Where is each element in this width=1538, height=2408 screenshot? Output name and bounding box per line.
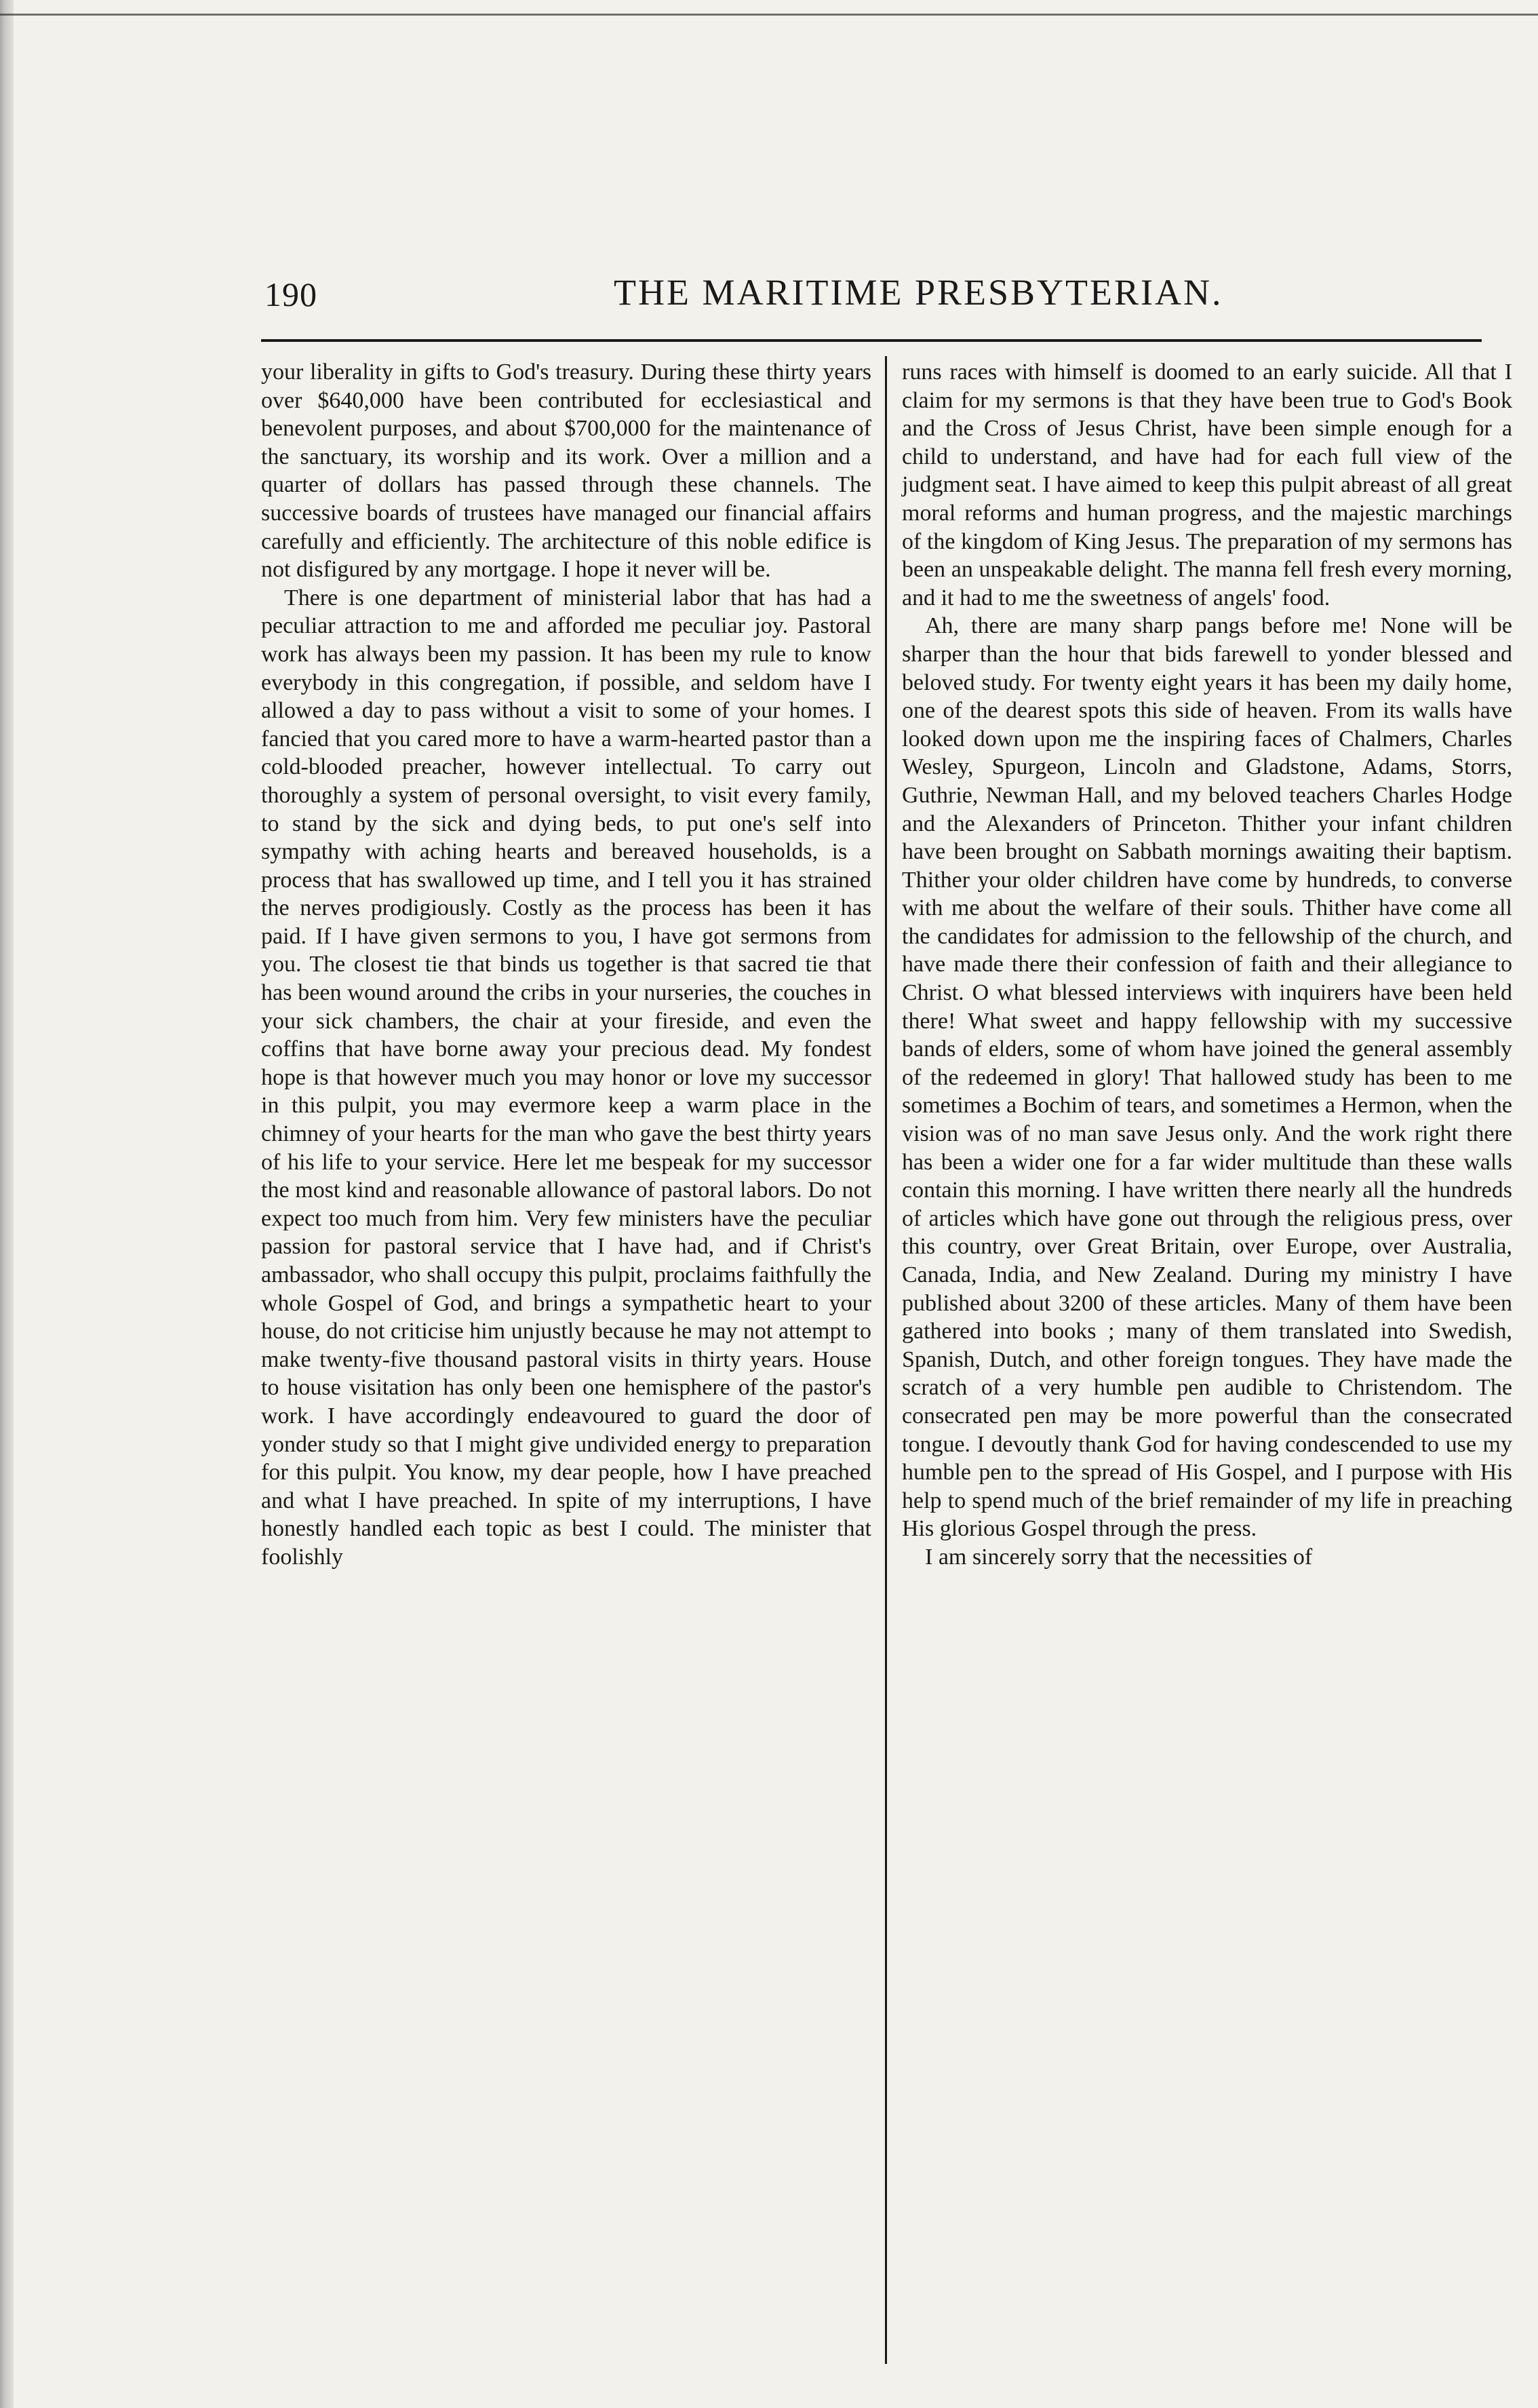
paragraph: Ah, there are many sharp pangs before me! None will be sharper than the hour that bids farewell to yonder blessed and beloved study. For twenty eight years it has been my daily home, one of the dearest spots this side of heaven. From its walls have looked down upon me the inspiring faces of Chalmers, Charles Wesley, Spurgeon, Lincoln and Gladstone, Adams, Storrs, Guthrie, Newman Hall, and my beloved teachers Charles Hodge and the Alexanders of Princeton. Thither your infant children have been brought on Sabbath mornings awaiting their baptism. Thither your older children have come by hundreds, to converse with me about the welfare of their souls. Thither have come all the candidates for admission to the fellowship of the church, and have made there their confession of faith and their allegiance to Christ. O what blessed interviews with inquirers have been held there! What sweet and happy fellowship with my successive bands of elders, some of whom have joined the general assembly of the redeemed in glory! That hallowed study has been to me sometimes a Bochim of tears, and sometimes a Hermon, when the vision was of no man save Jesus only. And the work right there has been a wider one for a far wider multitude than these walls contain this morning. I have written there nearly all the hundreds of articles which have gone out through the religious press, over this country, over Great Britain, over Europe, over Australia, Canada, India, and New Zealand. During my ministry I have published about 3200 of these articles. Many of them have been gathered into books ; many of them translated into Swedish, Spanish, Dutch, and other foreign tongues. They have made the scratch of a very humble pen audible to Christendom. The consecrated pen may be more powerful than the consecrated tongue. I devoutly thank God for having condescended to use my humble pen to the spread of His Gospel, and I purpose with His help to spend much of the brief remainder of my life in preaching His glorious Gospel through the press. [902, 613, 1512, 1542]
paragraph: I am sincerely sorry that the necessities of [925, 1544, 1313, 1570]
paragraph: your liberality in gifts to God's treasury. During these thirty years over $640,000 have been contributed for ecclesiastical and benevolent purposes, and about $700,000 for the maintenance of the sanctuary, its worship and its work. Over a million and a quarter of dollars has passed through these channels. The successive boards of trustees have managed our financial affairs carefully and efficiently. The architecture of this noble edifice is not disfigured by any mortgage. I hope it never will be. [261, 360, 871, 583]
paragraph: There is one department of ministerial labor that has had a peculiar attraction to me and afforded me peculiar joy. Pastoral work has always been my passion. It has been my rule to know everybody in this congregation, if possible, and seldom have I allowed a day to pass without a visit to some of your homes. I fancied that you cared more to have a warm-hearted pastor than a cold-blooded preacher, however intellectual. To carry out thoroughly a system of personal oversight, to visit every family, to stand by the sick and dying beds, to put one's self into sympathy with aching hearts and bereaved households, is a process that has swallowed up time, and I tell you it has strained the nerves prodigiously. Costly as the process has been it has paid. If I have given sermons to you, I have got sermons from you. The closest tie that binds us together is that sacred tie that has been wound around the cribs in your nurseries, the couches in your sick chambers, the chair at your fireside, and even the coffins that have borne away your precious dead. My fondest hope is that however much you may honor or love my successor in this pulpit, you may evermore keep a warm place in the chimney of your hearts for the man who gave the best thirty years of his life to your service. Here let me bespeak for my successor the most kind and reasonable allowance of pastoral labors. Do not expect too much from him. Very few ministers have the peculiar passion for pastoral service that I have had, and if Christ's ambassador, who shall occupy this pulpit, proclaims faithfully the whole Gospel of God, and brings a sympathetic heart to your house, do not criticise him unjustly because he may not attempt to make twenty-five thousand pastoral visits in thirty years. House to house visitation has only been one hemisphere of the pastor's work. I have accordingly endeavoured to guard the door of yonder study so that I might give undivided energy to preparation for this pulpit. You know, my dear people, how I have preached and what I have preached. In spite of my interruptions, I have honestly handled each topic as best I could. The minister that foolishly [261, 585, 871, 1570]
scan-edge-shadow [0, 0, 14, 2408]
running-head: THE MARITIME PRESBYTERIAN. [614, 272, 1223, 313]
header-rule [261, 339, 1482, 342]
left-column [261, 358, 871, 1572]
scan-top-border [0, 14, 1538, 16]
column-divider [885, 356, 887, 2364]
right-column [902, 358, 1512, 1572]
page-number: 190 [264, 275, 317, 313]
paragraph: runs races with himself is doomed to an early suicide. All that I claim for my sermons is that they have been true to God's Book and the Cross of Jesus Christ, have been simple enough for a child to understand, and have had for each full view of the judgment seat. I have aimed to keep this pulpit abreast of all great moral reforms and human progress, and the majestic marchings of the kingdom of King Jesus. The preparation of my sermons has been an unspeakable delight. The manna fell fresh every morning, and it had to me the sweetness of angels' food. [902, 360, 1512, 610]
